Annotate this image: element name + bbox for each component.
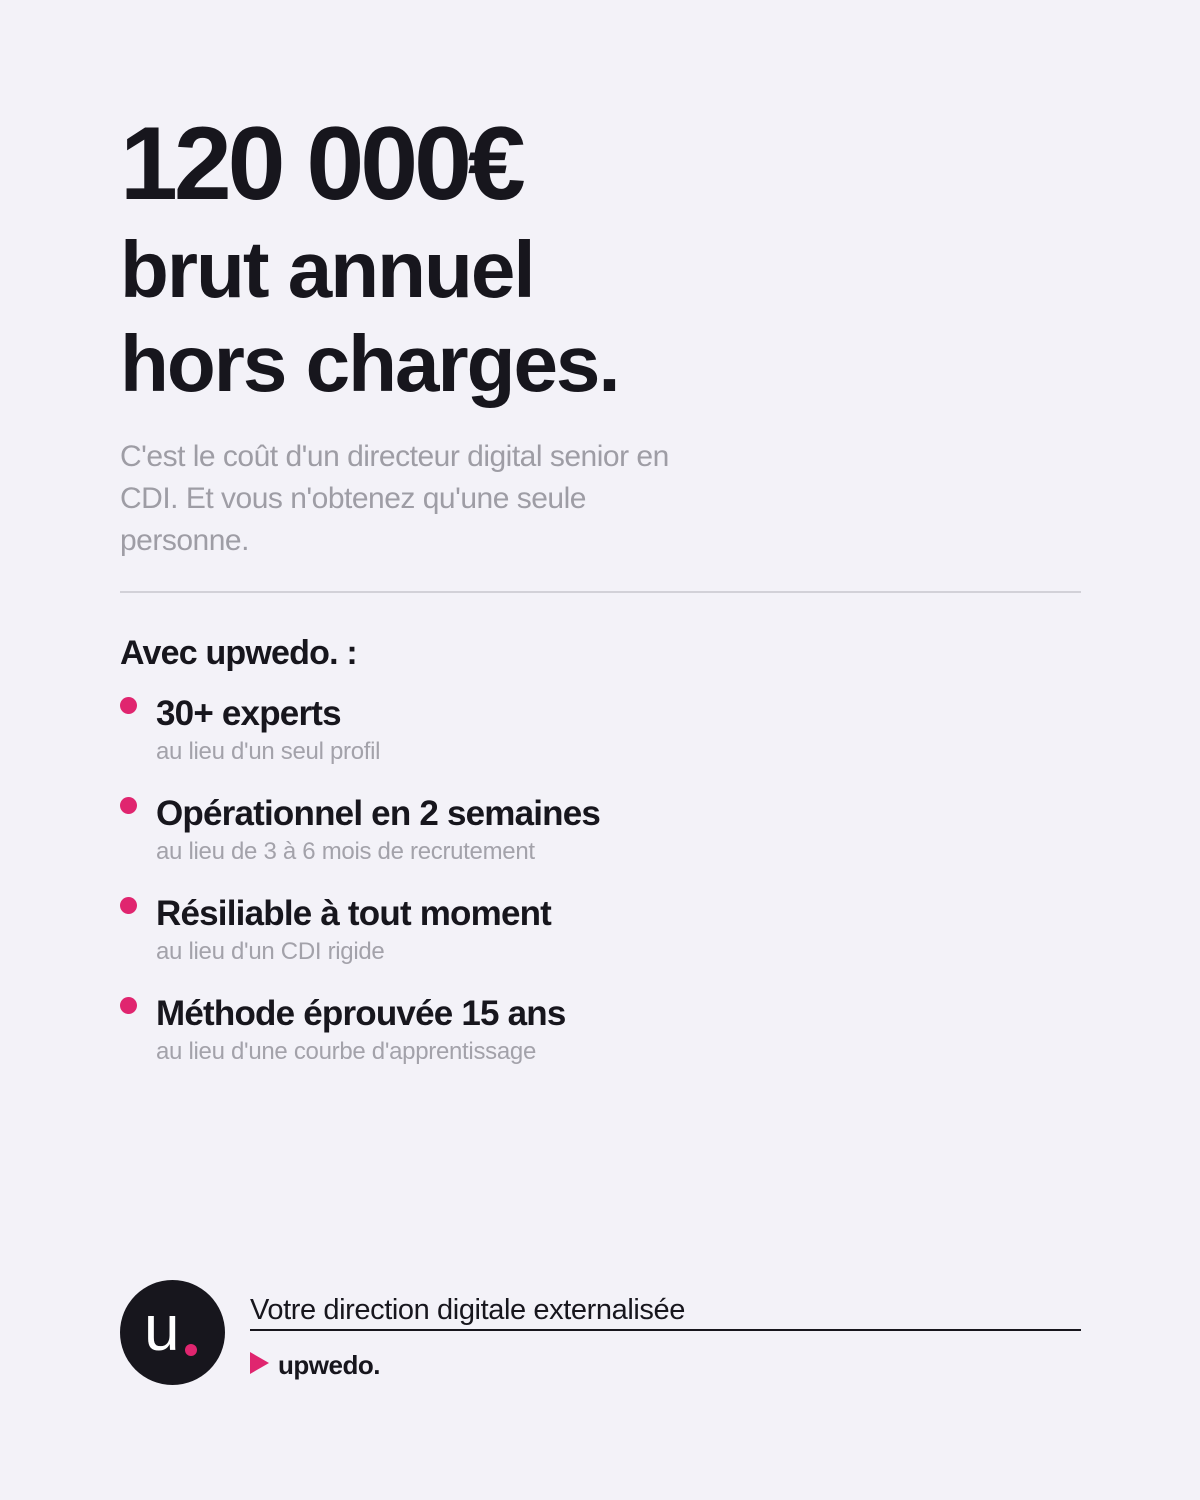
benefit-subtitle: au lieu d'une courbe d'apprentissage [156,1038,536,1065]
logo-dot-icon [185,1344,197,1356]
headline-amount: 120 000€ [120,106,522,222]
dot-icon [120,797,137,814]
benefit-item [120,890,1081,990]
headline-line-2: hors charges. [120,319,619,408]
offer-heading: Avec upwedo. : [120,634,357,672]
benefit-list [120,690,1081,1090]
tagline: Votre direction digitale externalisée [250,1294,685,1326]
brand-logo [120,1280,225,1385]
tagline-underline [250,1329,1081,1331]
benefit-title: 30+ experts [156,694,341,733]
benefit-title: Opérationnel en 2 semaines [156,794,601,833]
benefit-item [120,990,1081,1090]
play-arrow-icon [250,1352,269,1374]
benefit-item [120,790,1081,890]
subtitle: C'est le coût d'un directeur digital senior en CDI. Et vous n'obtenez qu'une seule personne. [120,440,669,557]
benefit-subtitle: au lieu d'un seul profil [156,738,381,765]
headline-line-1: brut annuel [120,225,534,314]
benefit-subtitle: au lieu d'un CDI rigide [156,938,385,965]
page [120,0,1081,1500]
benefit-subtitle: au lieu de 3 à 6 mois de recrutement [156,838,535,865]
dot-icon [120,897,137,914]
benefit-title: Résiliable à tout moment [156,894,552,933]
benefit-item [120,690,1081,790]
brand-name: upwedo. [278,1350,380,1380]
benefit-title: Méthode éprouvée 15 ans [156,994,566,1033]
divider [120,591,1081,593]
dot-icon [120,697,137,714]
dot-icon [120,997,137,1014]
logo-letter: u [144,1292,180,1364]
